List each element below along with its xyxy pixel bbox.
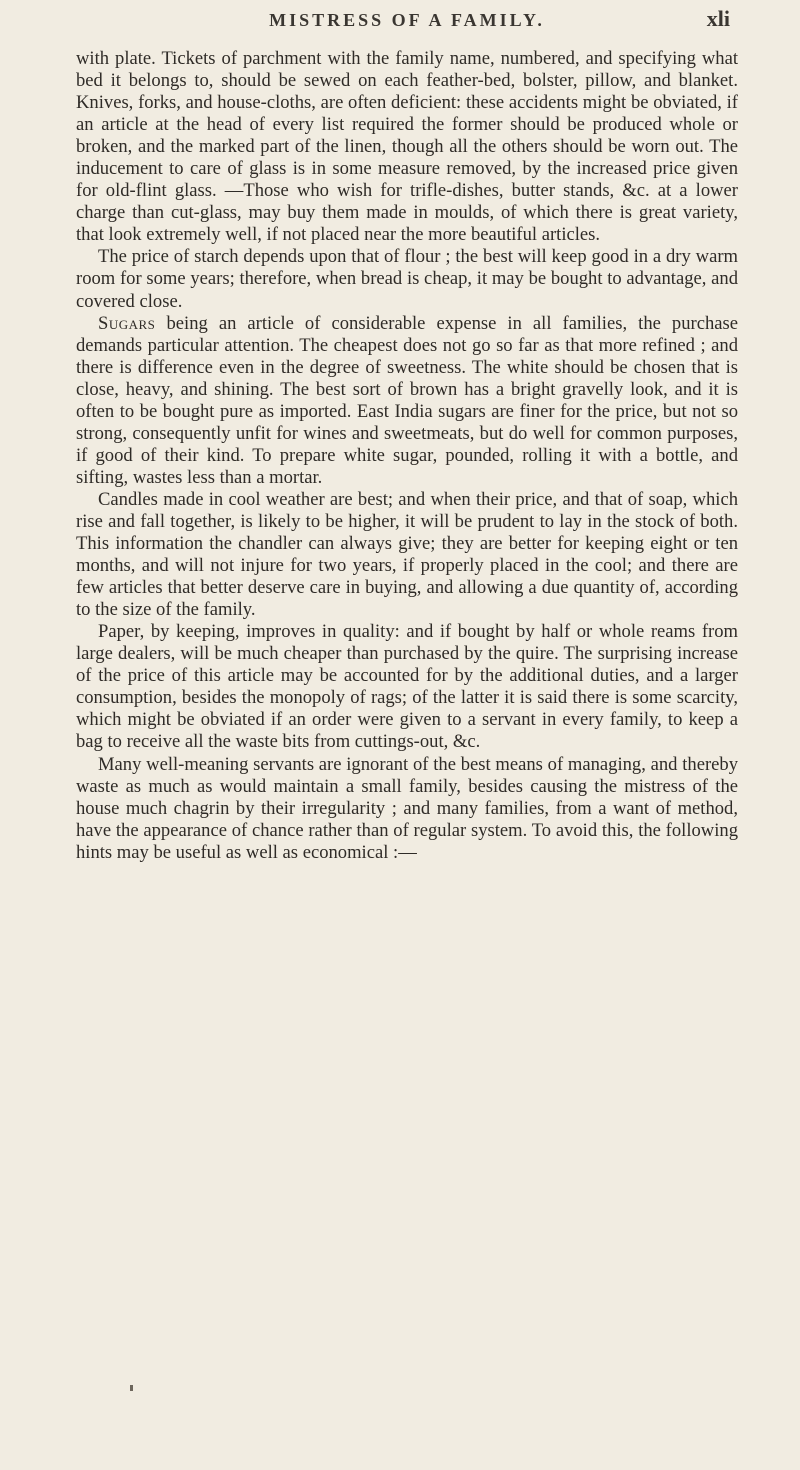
paragraph-starch: The price of starch depends upon that of flour ; the best will keep good in a dry warm room for some years; therefore, when bread is cheap, it may be bought to advantage, and covered close. — [76, 246, 738, 312]
running-head — [76, 0, 738, 42]
paragraph-paper: Paper, by keeping, improves in quality: and if bought by half or whole reams from large dealers, will be much cheaper than purchased by the quire. The surprising increase of the price of this article may be accounted for by the additional duties, and a larger consumption, besides the monopoly of rags; of the latter it is said there is some scarcity, which might be obviated if an order were given to a servant in every family, to keep a bag to receive all the waste bits from cuttings-out, &c. — [76, 621, 738, 753]
paragraph-lead-word: Sugars — [98, 312, 156, 334]
running-title: MISTRESS OF A FAMILY. — [269, 10, 545, 30]
paragraph-sugars-text: being an article of considerable expense in all families, the purchase demands particular attention. The cheapest does not go so far as that more refined ; and there is difference even in the degree of sweetness. The white should be chosen that is close, heavy, and shining. The best sort of brown has a bright gravelly look, and it is often to be bought pure as imported. East India sugars are finer for the price, but not so strong, consequently unfit for wines and sweetmeats, but do well for common purposes, if good of their kind. To prepare white sugar, pounded, rolling it with a bottle, and sifting, wastes less than a mortar. — [76, 312, 738, 488]
paragraph-servants: Many well-meaning servants are ignorant of the best means of managing, and thereby waste as much as would maintain a small family, besides causing the mistress of the house much chagrin by their irregularity ; and many families, from a want of method, have the appearance of chance rather than of regular system. To avoid this, the following hints may be useful as well as economical :— — [76, 753, 738, 863]
print-speck — [130, 1385, 133, 1391]
paragraph-sugars — [76, 313, 738, 489]
page-number: xli — [706, 6, 730, 31]
paragraph-plate: with plate. Tickets of parchment with the family name, numbered, and specifying what bed it belongs to, should be sewed on each feather-bed, bolster, pillow, and blanket. Knives, forks, and house-cloths, are often deficient: these accidents might be obviated, if an article at the head of every list required the former should be produced whole or broken, and the marked part of the linen, though all the others should be worn out. The inducement to care of glass is in some measure removed, by the increased price given for old-flint glass. —Those who wish for trifle-dishes, butter stands, &c. at a lower charge than cut-glass, may buy them made in moulds, of which there is great variety, that look extremely well, if not placed near the more beautiful articles. — [76, 48, 738, 246]
body-text — [76, 48, 738, 864]
paragraph-candles: Candles made in cool weather are best; and when their price, and that of soap, which rise and fall together, is likely to be higher, it will be prudent to lay in the stock of both. This information the chandler can always give; they are better for keeping eight or ten months, and will not injure for two years, if properly placed in the cool; and there are few articles that better deserve care in buying, and allowing a due quantity of, according to the size of the family. — [76, 488, 738, 621]
